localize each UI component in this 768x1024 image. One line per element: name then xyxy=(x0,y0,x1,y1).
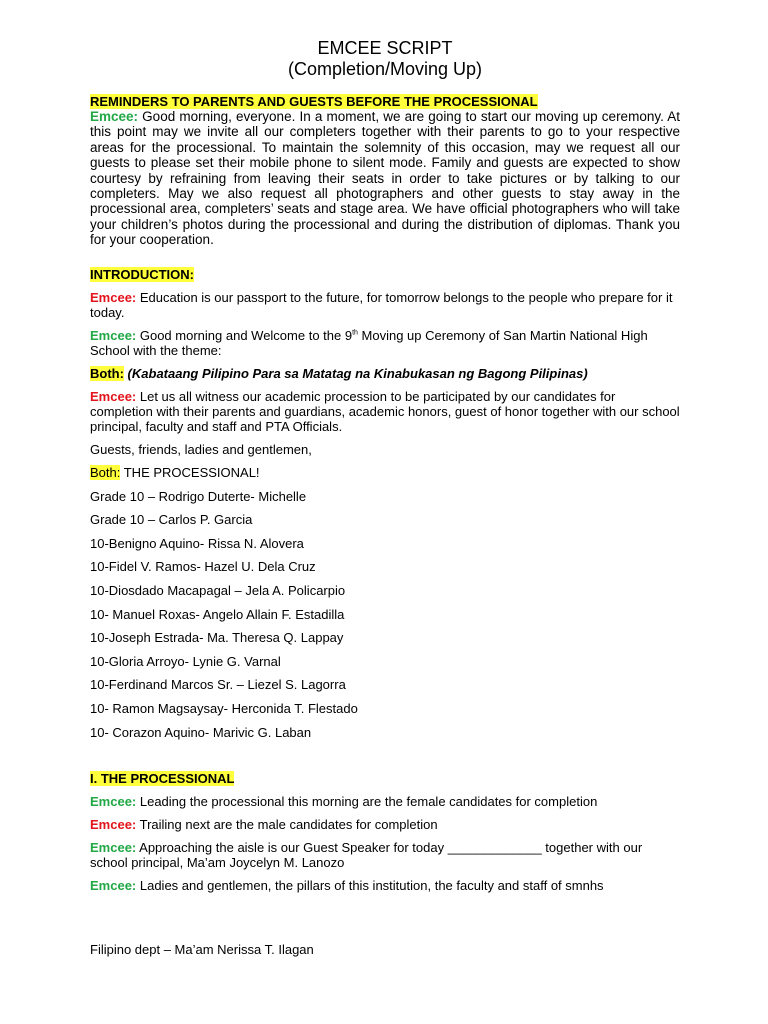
both-processional-line xyxy=(90,465,680,480)
list-item: 10-Fidel V. Ramos- Hazel U. Dela Cruz xyxy=(90,559,316,575)
footer-credit: Filipino dept – Ma’am Nerissa T. Ilagan xyxy=(90,942,314,957)
list-item: 10-Benigno Aquino- Rissa N. Alovera xyxy=(90,535,304,551)
reminders-text: Good morning, everyone. In a moment, we are going to start our moving up ceremony. At this point may we invite all our completers together with their parents to go to your respective areas for the processional. To maintain the solemnity of this occasion, may we request all our guests to please set their mobile phone to silent mode. Family and guests are expected to show courtesy by refraining from leaving their seats in order to take pictures or by talking to our completers. May we also request all photographers and other guests to stay away in the processional area, completers’ seats and stage area. We have official photographers who will take your children’s photos during the processional and during the distribution of diplomas. Thank you for your cooperation. xyxy=(90,109,680,248)
intro-paragraph-3 xyxy=(90,389,680,434)
processional-line-4 xyxy=(90,878,680,893)
speaker-label: Emcee: xyxy=(90,289,137,305)
speaker-label: Emcee: xyxy=(90,840,137,856)
processional-text-2: Trailing next are the male candidates for completion xyxy=(136,817,438,833)
intro-paragraph-2 xyxy=(90,328,680,358)
intro-paragraph-1 xyxy=(90,290,680,320)
processional-heading xyxy=(90,771,680,786)
speaker-label: Emcee: xyxy=(90,817,137,833)
list-item: 10-Joseph Estrada- Ma. Theresa Q. Lappay xyxy=(90,630,344,646)
reminders-paragraph xyxy=(90,109,680,248)
reminders-heading-text: REMINDERS TO PARENTS AND GUESTS BEFORE THE PROCESSIONAL xyxy=(90,94,538,109)
processional-text-1: Leading the processional this morning are the female candidates for completion xyxy=(136,794,598,810)
introduction-heading xyxy=(90,267,680,282)
list-item: 10-Ferdinand Marcos Sr. – Liezel S. Lagorra xyxy=(90,677,346,693)
list-item: 10- Corazon Aquino- Marivic G. Laban xyxy=(90,724,312,740)
both-theme-line xyxy=(90,366,680,381)
processional-text-4: Ladies and gentlemen, the pillars of this institution, the faculty and staff of smnhs xyxy=(136,878,604,894)
processional-line-1 xyxy=(90,794,680,809)
both-label: Both: xyxy=(90,464,121,480)
intro-text-2b: Moving up Ceremony of San Martin National High School with the theme: xyxy=(90,327,648,358)
both-label: Both: xyxy=(90,365,124,381)
speaker-label: Emcee: xyxy=(90,327,137,343)
processional-line-3 xyxy=(90,840,680,870)
introduction-heading-text: INTRODUCTION: xyxy=(90,266,194,282)
speaker-label: Emcee: xyxy=(90,794,137,810)
document-title: EMCEE SCRIPT xyxy=(317,38,453,58)
speaker-label: Emcee: xyxy=(90,878,137,894)
processional-text-3: Approaching the aisle is our Guest Speaker for today _____________ together with our school principal, Ma’am Joycelyn M. Lanozo xyxy=(90,840,643,871)
list-item: 10- Ramon Magsaysay- Herconida T. Flestado xyxy=(90,701,358,716)
ordinal-suffix: th xyxy=(352,329,358,337)
list-item: 10-Diosdado Macapagal – Jela A. Policarpio xyxy=(90,583,346,599)
section-list xyxy=(90,489,680,740)
reminders-heading xyxy=(90,94,680,109)
guests-line: Guests, friends, ladies and gentlemen, xyxy=(90,441,312,457)
intro-text-3: Let us all witness our academic procession to be participated by our candidates for completion with their parents and guardians, academic honors, guest of honor together with our school principal, faculty and staff and PTA Officials. xyxy=(90,388,680,434)
list-item: Grade 10 – Carlos P. Garcia xyxy=(90,512,253,528)
intro-text-1: Education is our passport to the future, for tomorrow belongs to the people who prepare for it today. xyxy=(90,289,673,320)
theme-text: (Kabataang Pilipino Para sa Matatag na Kinabukasan ng Bagong Pilipinas) xyxy=(123,365,588,381)
speaker-label: Emcee: xyxy=(90,388,137,404)
list-item: 10- Manuel Roxas- Angelo Allain F. Estadilla xyxy=(90,606,345,622)
list-item: Grade 10 – Rodrigo Duterte- Michelle xyxy=(90,488,307,504)
list-item: 10-Gloria Arroyo- Lynie G. Varnal xyxy=(90,653,281,669)
processional-call: THE PROCESSIONAL! xyxy=(120,464,260,480)
intro-text-2a: Good morning and Welcome to the 9 xyxy=(136,327,353,343)
processional-heading-text: I. THE PROCESSIONAL xyxy=(90,771,235,787)
document-subtitle: (Completion/Moving Up) xyxy=(287,59,483,79)
speaker-label: Emcee: xyxy=(90,109,139,124)
processional-line-2 xyxy=(90,817,680,832)
